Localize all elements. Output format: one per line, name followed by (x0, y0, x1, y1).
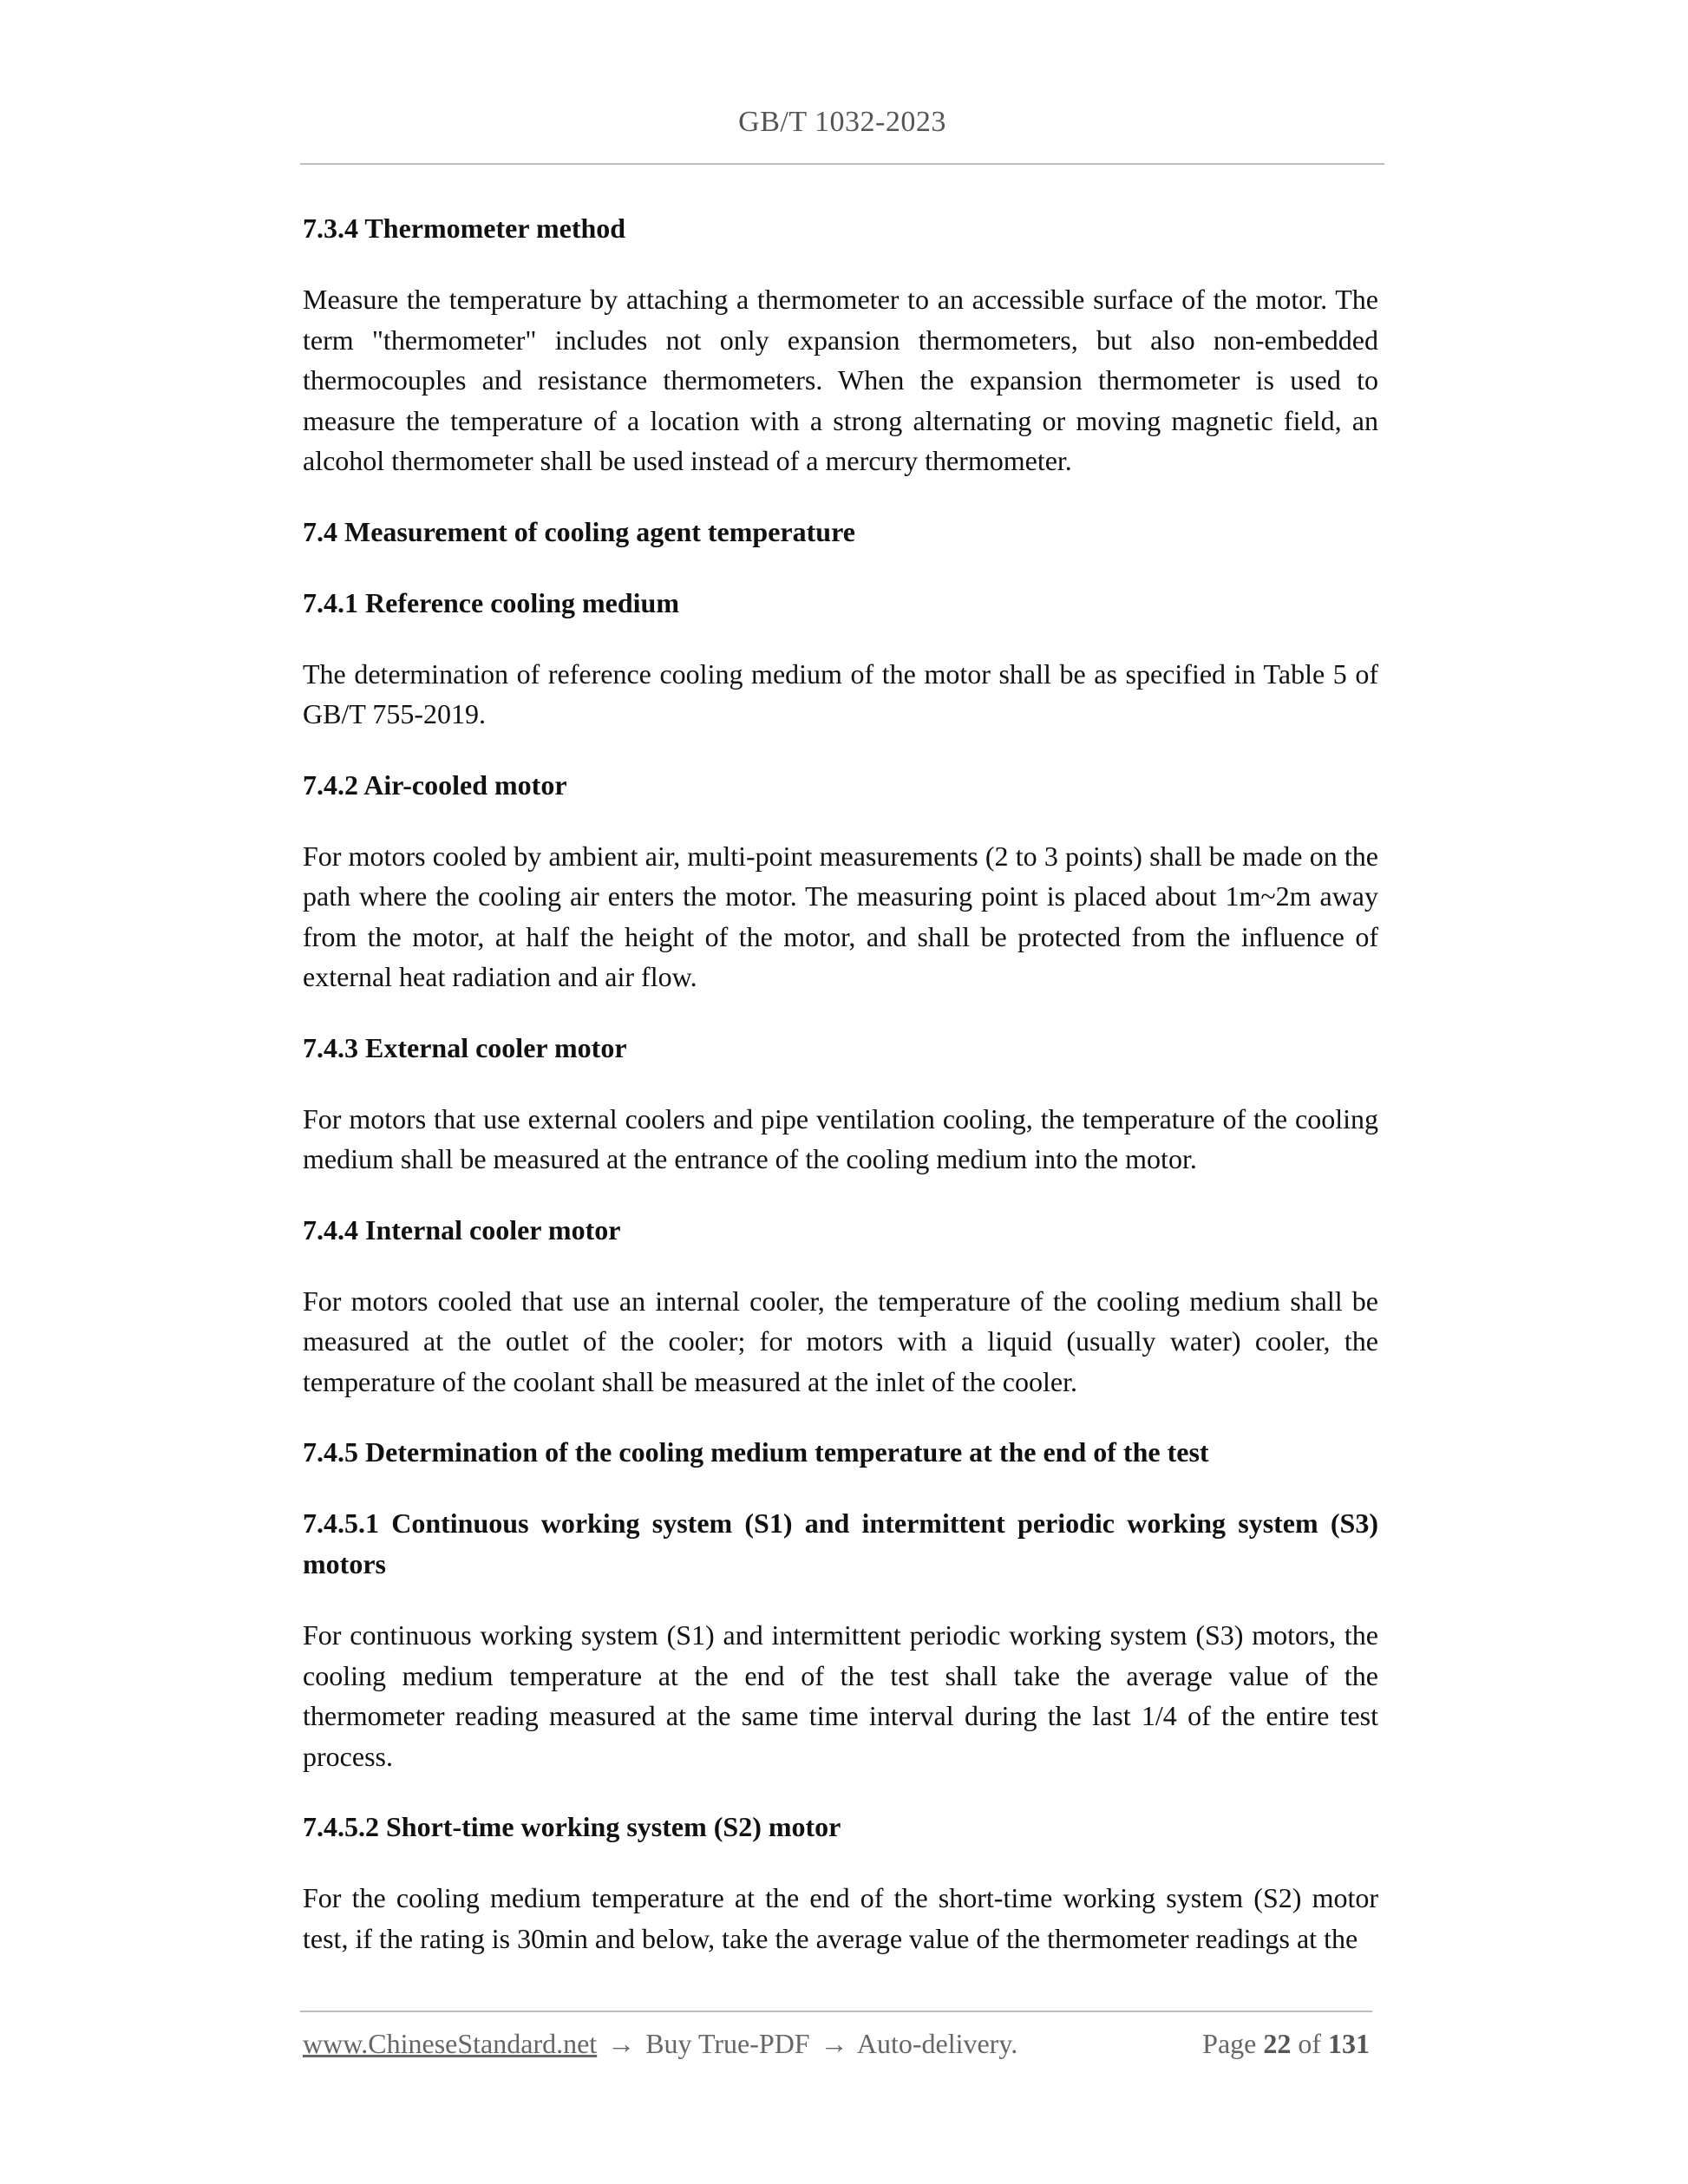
footer-left (303, 2028, 1017, 2060)
section-heading-7-4-5-1: 7.4.5.1 Continuous working system (S1) and intermittent periodic working system (S3) motors (303, 1507, 1378, 1579)
page-number (1202, 2028, 1370, 2060)
paragraph-air-cooled-motor: For motors cooled by ambient air, multi-point measurements (2 to 3 points) shall be made on the path where the cooling air enters the motor. The measuring point is placed about 1m~2m away from the motor, at half the height of the motor, and shall be protected from the influence of external heat radiation and air flow. (303, 840, 1378, 992)
paragraph-short-time-working-system: For the cooling medium temperature at the end of the short-time working system (S2) motor test, if the rating is 30min and below, take the average value of the thermometer readings at the (303, 1882, 1378, 1954)
paragraph-external-cooler-motor: For motors that use external coolers and pipe ventilation cooling, the temperature of the cooling medium shall be measured at the entrance of the cooling medium into the motor. (303, 1102, 1378, 1174)
arrow-right-icon: → (607, 2028, 636, 2059)
paragraph-internal-cooler-motor: For motors cooled that use an internal cooler, the temperature of the cooling medium shall be measured at the outlet of the cooler; for motors with a liquid (usually water) cooler, the temperature of the coolant shall be measured at the inlet of the cooler. (303, 1285, 1378, 1397)
document-body (303, 208, 1378, 1989)
section-heading-7-4-2: 7.4.2 Air-cooled motor (303, 768, 567, 801)
page-footer (303, 2028, 1370, 2060)
arrow-right-icon: → (820, 2028, 848, 2059)
paragraph-thermometer-method: Measure the temperature by attaching a thermometer to an accessible surface of the motor. The term "thermometer" includes not only expansion thermometers, but also non-embedded thermocouples and resistance thermometers. When the expansion thermometer is used to measure the temperature of a location with a strong alternating or moving magnetic field, an alcohol thermometer shall be used instead of a mercury thermometer. (303, 284, 1378, 476)
page-header-title: GB/T 1032-2023 (738, 106, 946, 138)
section-heading-7-4: 7.4 Measurement of cooling agent temperature (303, 515, 855, 547)
page-of: of (1298, 2028, 1321, 2059)
paragraph-continuous-working-system: For continuous working system (S1) and intermittent periodic working system (S3) motors, the cooling medium temperature at the end of the test shall take the average value of the thermometer reading measured at the same time interval during the last 1/4 of the entire test process. (303, 1619, 1378, 1772)
header-divider (300, 163, 1384, 165)
footer-divider (300, 2011, 1372, 2012)
section-heading-7-4-3: 7.4.3 External cooler motor (303, 1031, 627, 1063)
auto-delivery-text: Auto-delivery. (856, 2028, 1018, 2059)
paragraph-reference-cooling-medium: The determination of reference cooling medium of the motor shall be as specified in Table 5 of GB/T 755-2019. (303, 657, 1378, 729)
buy-true-pdf-text: Buy True-PDF (645, 2028, 810, 2059)
section-heading-7-4-4: 7.4.4 Internal cooler motor (303, 1213, 621, 1246)
page-label: Page (1202, 2028, 1257, 2059)
section-heading-7-4-1: 7.4.1 Reference cooling medium (303, 586, 679, 618)
section-heading-7-4-5: 7.4.5 Determination of the cooling medium temperature at the end of the test (303, 1436, 1209, 1468)
page-current: 22 (1263, 2028, 1292, 2059)
page-total: 131 (1328, 2028, 1370, 2059)
section-heading-7-4-5-2: 7.4.5.2 Short-time working system (S2) motor (303, 1811, 841, 1842)
section-heading-7-3-4: 7.3.4 Thermometer method (303, 213, 626, 244)
chinesestandard-link[interactable]: www.ChineseStandard.net (303, 2028, 598, 2059)
